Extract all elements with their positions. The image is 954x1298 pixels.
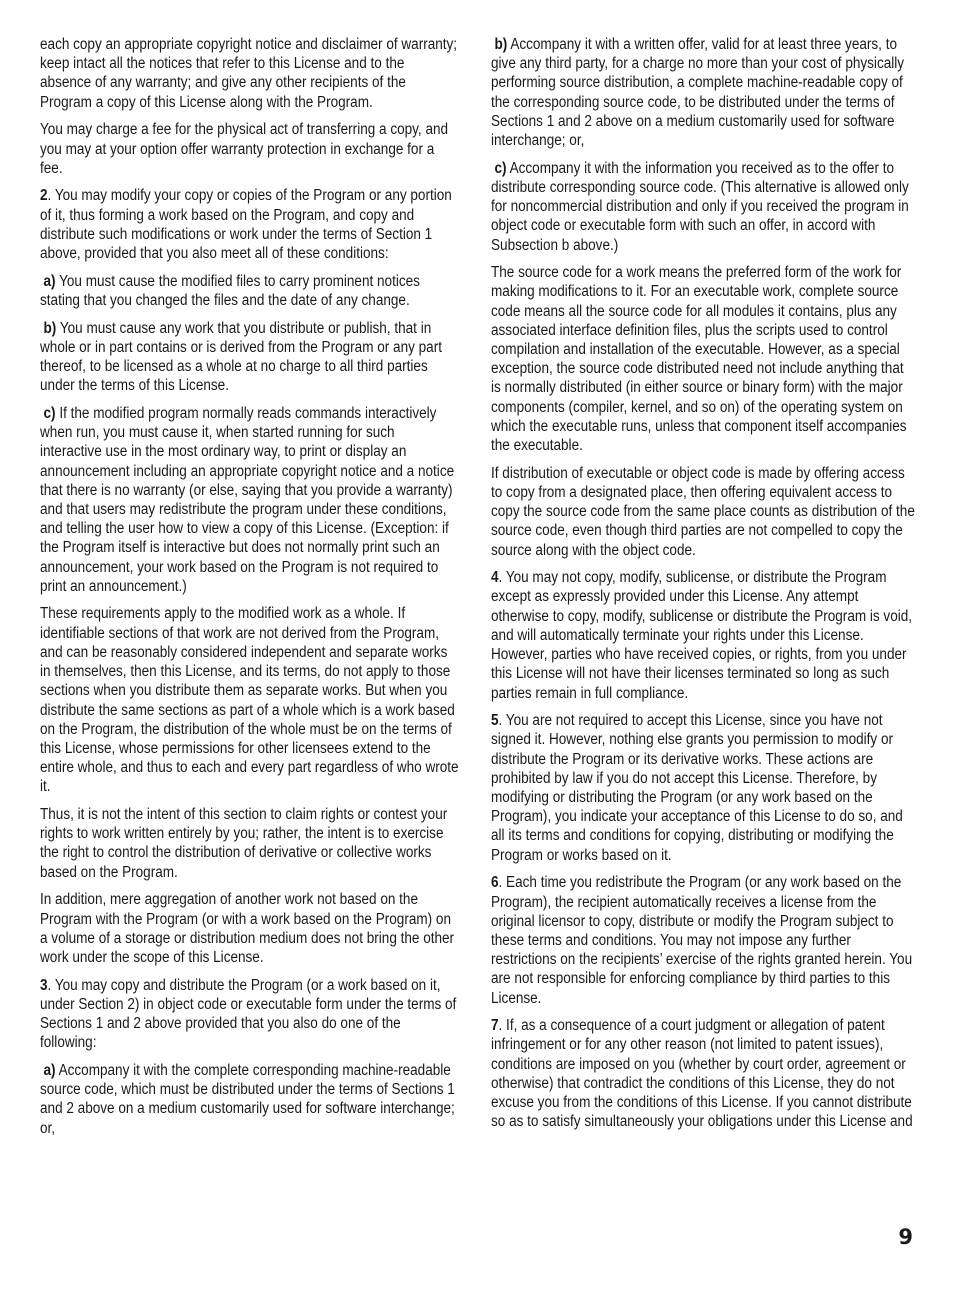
section-number: 4: [491, 569, 499, 587]
paragraph-text: You may charge a fee for the physical act of transferring a copy, and you may at your option offer warranty protection in exchange for a fee.: [40, 121, 449, 177]
clause-label: a): [43, 1061, 56, 1079]
section-paragraph: [491, 568, 915, 702]
paragraph-text: . You may modify your copy or copies of the Program or any portion of it, thus forming a work based on the Program, and copy and distribute such modifications or work under the terms of Section 1 above, provided that you also meet all of these conditions:: [40, 187, 452, 263]
section-paragraph: [491, 873, 915, 1007]
paragraph-text: The source code for a work means the preferred form of the work for making modifications to it. For an executable work, complete source code means all the source code for all modules it contains, plus any associated interface definition files, plus the scripts used to control compilation and installation of the executable. However, as a special exception, the source code distributed need not include anything that is normally distributed (in either source or binary form) with the major components (compiler, kernel, and so on) of the operating system on which the executable runs, unless that component itself accompanies the executable.: [491, 264, 907, 455]
clause-label: b): [43, 319, 57, 337]
paragraph-text: . You may not copy, modify, sublicense, or distribute the Program except as expressly provided under this License. Any attempt otherwise to copy, modify, sublicense or distribute the Program is void, and will automatically terminate your rights under this License. However, parties who have received copies, or rights, from you under this License will not have their licenses terminated so long as such parties remain in full compliance.: [491, 569, 913, 702]
paragraph: [491, 263, 915, 455]
left-column: [40, 35, 459, 1146]
paragraph: [40, 604, 459, 796]
section-paragraph: [491, 1016, 915, 1131]
paragraph-text: Accompany it with the information you received as to the offer to distribute corresponding source code. (This alternative is allowed only for noncommercial distribution and only if you received the program in object code or executable form with such an offer, in accord with Subsection b above.): [491, 159, 909, 254]
paragraph: [40, 35, 459, 112]
paragraph-text: Accompany it with a written offer, valid for at least three years, to give any third party, for a charge no more than your cost of physically performing source distribution, a complete machine-readable copy of the corresponding source code, to be distributed under the terms of Sections 1 and 2 above on a medium customarily used for software interchange; or,: [491, 36, 905, 150]
paragraph-text: each copy an appropriate copyright notice and disclaimer of warranty; keep intact all the notices that refer to this License and to the absence of any warranty; and give any other recipients of the Program a copy of this License along with the Program.: [40, 36, 458, 111]
clause-paragraph: [40, 319, 459, 396]
paragraph-text: Accompany it with the complete corresponding machine-readable source code, which must be distributed under the terms of Sections 1 and 2 above on a medium customarily used for software interchange; or,: [40, 1061, 455, 1137]
section-paragraph: [40, 976, 459, 1053]
paragraph-text: You must cause the modified files to carry prominent notices stating that you changed the files and the date of any change.: [40, 272, 420, 309]
paragraph: [40, 805, 459, 882]
clause-paragraph: [40, 404, 459, 596]
paragraph-text: You must cause any work that you distribute or publish, that in whole or in part contains or is derived from the Program or any part thereof, to be licensed as a whole at no charge to all third parties under the terms of this License.: [40, 319, 442, 395]
clause-paragraph: [491, 35, 915, 150]
right-column: [491, 35, 915, 1140]
paragraph-text: . You are not required to accept this License, since you have not signed it. However, nothing else grants you permission to modify or distribute the Program or its derivative works. These actions are prohibited by law if you do not accept this License. Therefore, by modifying or distributing the Program (or any work based on the Program), you indicate your acceptance of this License to do so, and all its terms and conditions for copying, distributing or modifying the Program or works based on it.: [491, 712, 903, 864]
paragraph: [491, 464, 915, 560]
paragraph-text: If distribution of executable or object code is made by offering access to copy from a designated place, then offering equivalent access to copy the source code from the same place counts as distribution of the source code, even though third parties are not compelled to copy the source along with the object code.: [491, 464, 915, 559]
paragraph-text: . Each time you redistribute the Program (or any work based on the Program), the recipient automatically receives a license from the original licensor to copy, distribute or modify the Program subject to these terms and conditions. You may not impose any further restrictions on the recipients’ exercise of the rights granted herein. You are not responsible for enforcing compliance by third parties to this License.: [491, 874, 913, 1007]
paragraph-text: In addition, mere aggregation of another work not based on the Program with the Program (or with a work based on the Program) on a volume of a storage or distribution medium does not bring the other work under the scope of this License.: [40, 891, 455, 966]
clause-paragraph: [40, 1061, 459, 1138]
section-number: 5: [491, 712, 499, 730]
paragraph-text: Thus, it is not the intent of this section to claim rights or contest your rights to work written entirely by you; rather, the intent is to exercise the right to control the distribution of derivative or collective works based on the Program.: [40, 806, 448, 881]
section-paragraph: [491, 711, 915, 865]
section-number: 6: [491, 874, 499, 892]
section-paragraph: [40, 186, 459, 263]
paragraph-text: . You may copy and distribute the Program (or a work based on it, under Section 2) in object code or executable form under the terms of Sections 1 and 2 above provided that you also do one of the following:: [40, 976, 457, 1052]
clause-label: c): [494, 159, 507, 177]
section-number: 2: [40, 187, 48, 205]
paragraph: [40, 120, 459, 178]
paragraph-text: These requirements apply to the modified work as a whole. If identifiable sections of that work are not derived from the Program, and can be reasonably considered independent and separate works in themselves, then this License, and its terms, do not apply to those sections when you distribute them as separate works. But when you distribute the same sections as part of a whole which is a work based on the Program, the distribution of the whole must be on the terms of this License, whose permissions for other licensees extend to the entire whole, and thus to each and every part regardless of who wrote it.: [40, 605, 459, 796]
paragraph: [40, 890, 459, 967]
paragraph-text: . If, as a consequence of a court judgment or allegation of patent infringement or for any other reason (not limited to patent issues), conditions are imposed on you (whether by court order, agreement or otherwise) that contradict the conditions of this License, they do not excuse you from the conditions of this License. If you cannot distribute so as to satisfy simultaneously your obligations under this License and: [491, 1017, 913, 1131]
clause-paragraph: [40, 272, 459, 310]
clause-label: b): [494, 36, 508, 53]
section-number: 3: [40, 976, 48, 994]
clause-label: a): [43, 272, 56, 290]
clause-paragraph: [491, 159, 915, 255]
clause-label: c): [43, 404, 56, 422]
page-number: 9: [898, 1225, 913, 1249]
paragraph-text: If the modified program normally reads commands interactively when run, you must cause it, when started running for such interactive use in the most ordinary way, to print or display an announcement including an appropriate copyright notice and a notice that there is no warranty (or else, saying that you provide a warranty) and that users may redistribute the program under these conditions, and telling the user how to view a copy of this License. (Exception: if the Program itself is interactive but does not normally print such an announcement, your work based on the Program is not required to print an announcement.): [40, 404, 455, 595]
section-number: 7: [491, 1017, 499, 1035]
